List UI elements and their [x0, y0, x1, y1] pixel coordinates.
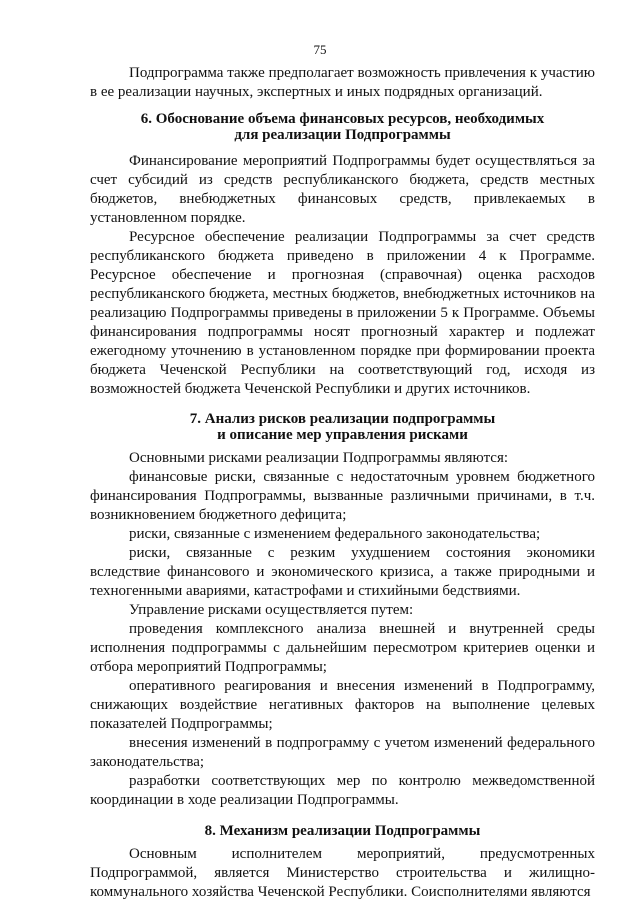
section-7-paragraph: риски, связанные с резким ухудшением состояния экономики вследствие финансового и экономического кризиса, а также природными и техногенными авариями, катастрофами и стихийными бедствиями.: [90, 545, 595, 599]
section-8-paragraph-1: Основным исполнителем мероприятий, предусмотренных Подпрограммой, является Министерство строительства и жилищно-коммунального хозяйства Чеченской Республики. Соисполнителями являются: [90, 846, 595, 900]
section-7-paragraph: внесения изменений в подпрограмму с учетом изменений федерального законодательства;: [90, 735, 595, 770]
section-7-heading-line-1: 7. Анализ рисков реализации подпрограммы: [189, 411, 496, 427]
intro-paragraph: Подпрограмма также предполагает возможность привлечения к участию в ее реализации научных, экспертных и иных подрядных организаций.: [90, 65, 595, 100]
section-6-heading-line-2: для реализации Подпрограммы: [234, 127, 451, 143]
section-7-paragraph: риски, связанные с изменением федерального законодательства;: [129, 526, 541, 542]
section-7-paragraph: финансовые риски, связанные с недостаточным уровнем бюджетного финансирования Подпрограммы, вызванные различными причинами, в т.ч. возникновением бюджетного дефицита;: [90, 469, 595, 523]
document-body: [90, 64, 595, 902]
section-7-paragraph: Управление рисками осуществляется путем:: [129, 602, 414, 618]
section-7-heading: [90, 411, 595, 443]
section-7-paragraph: разработки соответствующих мер по контролю межведомственной координации в ходе реализации Подпрограммы.: [90, 773, 595, 808]
section-6-heading: [90, 111, 595, 143]
page-number: 75: [313, 42, 327, 57]
section-6-heading-line-1: 6. Обоснование объема финансовых ресурсов, необходимых: [140, 111, 545, 127]
section-7-paragraph: Основными рисками реализации Подпрограммы являются:: [129, 450, 509, 466]
section-6-paragraph-2: Ресурсное обеспечение реализации Подпрограммы за счет средств республиканского бюджета приведено в приложении 4 к Программе. Ресурсное обеспечение и прогнозная (справочная) оценка расходов республиканского бюджета, местных бюджетов, внебюджетных источников на реализацию Подпрограммы приведены в приложении 5 к Программе. Объемы финансирования подпрограммы носят прогнозный характер и подлежат ежегодному уточнению в установленном порядке при формировании проекта бюджета Чеченской Республики на соответствующий год, исходя из возможностей бюджета Чеченской Республики и других источников.: [90, 229, 595, 397]
section-7-paragraph: оперативного реагирования и внесения изменений в Подпрограмму, снижающих воздействие негативных факторов на выполнение целевых показателей Подпрограммы;: [90, 678, 595, 732]
section-7-paragraph: проведения комплексного анализа внешней и внутренней среды исполнения подпрограммы с дальнейшим пересмотром критериев оценки и отбора мероприятий Подпрограммы;: [90, 621, 595, 675]
section-7-heading-line-2: и описание мер управления рисками: [217, 427, 468, 443]
section-6-paragraph-1: Финансирование мероприятий Подпрограммы будет осуществляться за счет субсидий из средств республиканского бюджета, средств местных бюджетов, внебюджетных финансовых средств, привлекаемых в установленном порядке.: [90, 153, 595, 226]
section-8-heading: 8. Механизм реализации Подпрограммы: [204, 823, 481, 839]
